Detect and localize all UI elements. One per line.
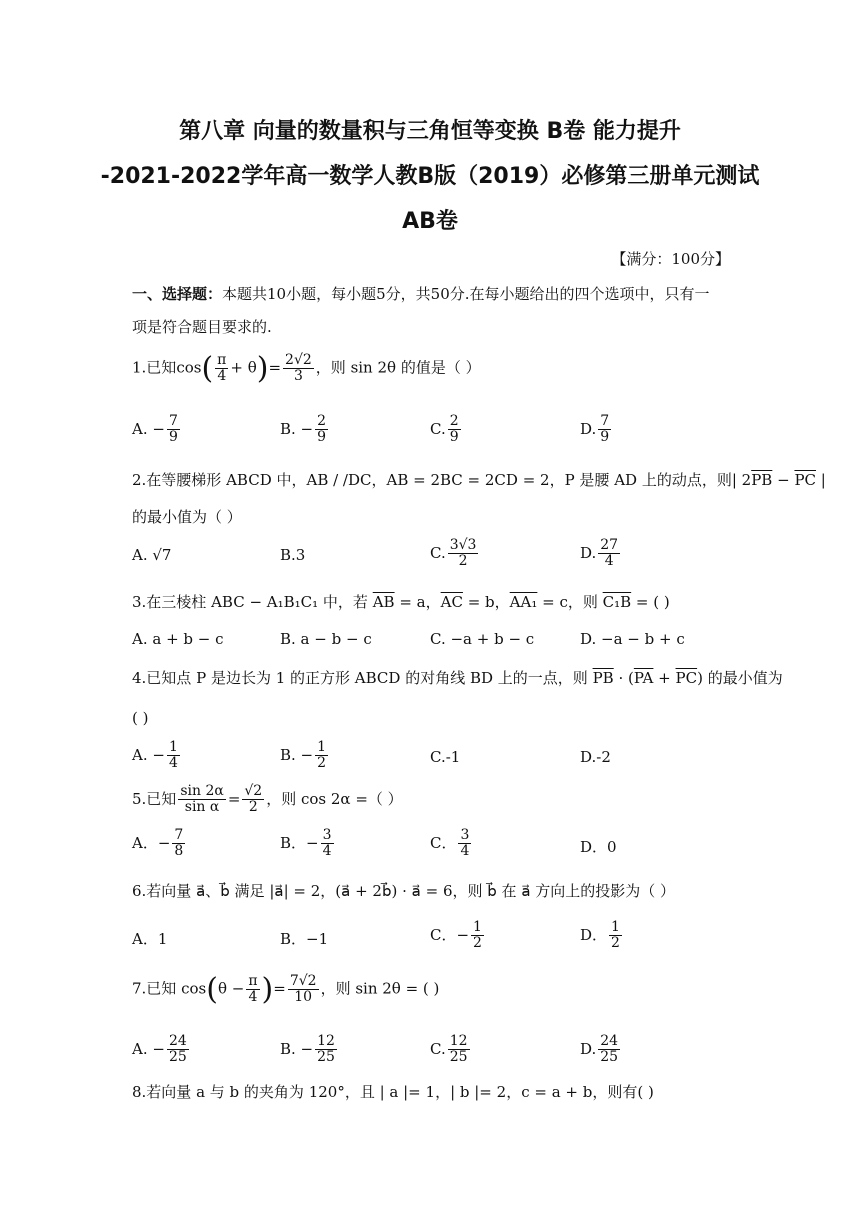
q1-prefix: 1.已知 — [132, 358, 177, 377]
q2-option-b[interactable]: B.3 — [280, 546, 306, 564]
q7-option-a[interactable]: A. − $\frac{24}{25}$ — [132, 1033, 187, 1066]
q1-cos: cos — [176, 358, 202, 377]
q3-option-b[interactable]: B. a − b − c — [280, 630, 372, 648]
question-2-line2: 的最小值为（ ） — [132, 508, 242, 526]
q2-option-a[interactable]: A. √7 — [132, 546, 172, 564]
q1-rparen: ) — [256, 351, 269, 386]
q4-option-a[interactable]: A. − $\frac{1}{4}$ — [132, 739, 178, 772]
q3-option-a[interactable]: A. a + b − c — [132, 630, 224, 648]
q3-option-c[interactable]: C. −a + b − c — [430, 630, 535, 648]
q5-option-b[interactable]: B．− $\frac{3}{4}$ — [280, 827, 332, 860]
title-line-1: 第八章 向量的数量积与三角恒等变换 B卷 能力提升 — [179, 119, 681, 144]
q7-option-c[interactable]: C. $\frac{12}{25}$ — [430, 1033, 468, 1066]
q2-option-c[interactable]: C. $\frac{3√3}{2}$ — [430, 537, 477, 570]
q1-plus-theta: + θ — [230, 358, 257, 377]
full-score: 【满分：100分】 — [611, 250, 730, 268]
q1-tail: ，则 sin 2θ 的值是（ ） — [315, 358, 481, 377]
question-1-stem — [132, 351, 481, 386]
section-heading-block — [132, 283, 710, 304]
section-desc-line2: 项是符合题目要求的. — [132, 318, 272, 336]
q1-rhs: $\frac{2√2}{3}$ — [285, 351, 312, 384]
title-line-2: -2021-2022学年高一数学人教B版（2019）必修第三册单元测试 — [100, 164, 760, 189]
question-7-stem: 7.已知 cos(θ − $\frac{\pi}{4}$ )= $\frac{7√2}{10}$ ，则 sin 2θ = ( ) — [132, 972, 440, 1007]
q1-option-a[interactable]: A. − $\frac{7}{9}$ — [132, 413, 178, 446]
q2-option-d[interactable]: D. $\frac{27}{4}$ — [580, 537, 619, 570]
q1-option-c[interactable]: C. $\frac{2}{9}$ — [430, 413, 459, 446]
question-6-stem: 6.若向量 a⃗、b⃗ 满足 |a⃗| = 2，(a⃗ + 2b⃗) · a⃗ = 6，则 b⃗ 在 a⃗ 方向上的投影为（ ） — [132, 882, 676, 900]
question-4-line1: 4.已知点 P 是边长为 1 的正方形 ABCD 的对角线 BD 上的一点，则 $\overline{PB} \cdot (\overline{PA} + \overline{PC})$ 的最小值为 — [132, 669, 783, 687]
q6-option-c[interactable]: C．− $\frac{1}{2}$ — [430, 919, 482, 952]
q1-option-d[interactable]: D. $\frac{7}{9}$ — [580, 413, 610, 446]
q6-option-a[interactable]: A．1 — [132, 930, 168, 948]
title-line-3: AB卷 — [402, 209, 458, 234]
q1-pi-over-4: $\frac{\pi}{4}$ — [217, 351, 227, 384]
q6-option-b[interactable]: B．−1 — [280, 930, 329, 948]
question-4-line2: ( ) — [132, 709, 149, 727]
q3-option-d[interactable]: D. −a − b + c — [580, 630, 685, 648]
section-desc-line1: 本题共10小题，每小题5分，共50分.在每小题给出的四个选项中，只有一 — [222, 285, 710, 303]
question-8-stem: 8.若向量 a 与 b 的夹角为 120°，且 | a |= 1，| b |= 2，c = a + b，则有( ) — [132, 1083, 654, 1101]
question-2-line1: 2.在等腰梯形 ABCD 中，AB / /DC，AB = 2BC = 2CD = 2，P 是腰 AD 上的动点，则| $2\overline{PB} - \overline{PC}$ | — [132, 471, 826, 489]
q7-option-d[interactable]: D. $\frac{24}{25}$ — [580, 1033, 619, 1066]
q5-option-c[interactable]: C． $\frac{3}{4}$ — [430, 827, 470, 860]
q5-option-a[interactable]: A．− $\frac{7}{8}$ — [132, 827, 184, 860]
section-heading: 一、选择题： — [132, 285, 223, 303]
question-3-stem: 3.在三棱柱 ABC − A₁B₁C₁ 中，若 $\overline{AB} = a$，$\overline{AC} = b$，AA₁ = c，则 C₁B = ( ) — [132, 593, 670, 611]
q5-option-d[interactable]: D．0 — [580, 838, 617, 856]
q1-option-b[interactable]: B. − $\frac{2}{9}$ — [280, 413, 327, 446]
q7-option-b[interactable]: B. − $\frac{12}{25}$ — [280, 1033, 335, 1066]
q4-option-d[interactable]: D.-2 — [580, 748, 611, 766]
q4-option-c[interactable]: C.-1 — [430, 748, 461, 766]
q1-lparen: ( — [201, 351, 214, 386]
q4-option-b[interactable]: B. − $\frac{1}{2}$ — [280, 739, 327, 772]
question-5-stem: 5.已知 $\frac{\sin 2\alpha}{\text{sin α}}$ = $\frac{√2}{2}$ ，则 cos 2α =（ ） — [132, 783, 403, 816]
q6-option-d[interactable]: D． $\frac{1}{2}$ — [580, 919, 620, 952]
q1-eq: = — [268, 358, 282, 377]
